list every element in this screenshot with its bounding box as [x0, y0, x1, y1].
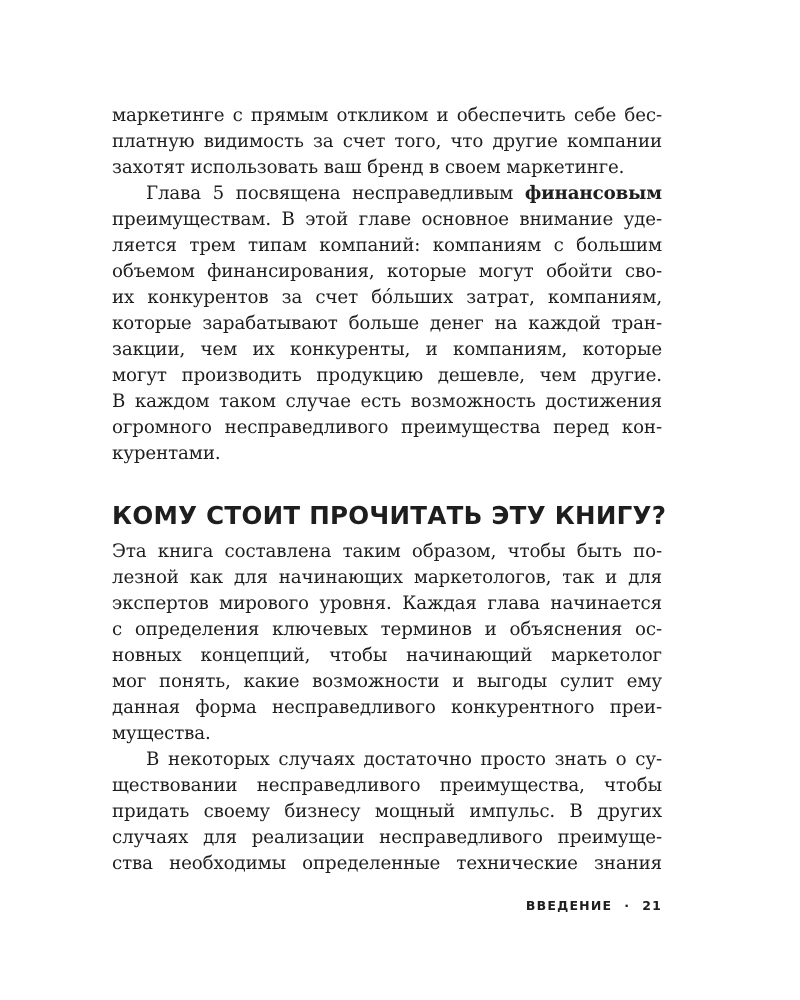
text-line: объемом финансирования, которые могут обойти сво-	[112, 261, 662, 282]
text-line: преимуществам. В этой главе основное внимание уде-	[112, 209, 662, 230]
text-line: курентами.	[112, 443, 221, 464]
text-line: платную видимость за счет того, что другие компании	[112, 131, 662, 152]
text-line: новных концепций, чтобы начинающий маркетолог	[112, 645, 662, 666]
text-line: ства необходимы определенные технические знания	[112, 853, 662, 874]
text-line: случаях для реализации несправедливого преимуще-	[112, 827, 662, 848]
footer-separator: ·	[624, 898, 631, 913]
text-line: Эта книга составлена таким образом, чтобы быть по-	[112, 541, 662, 562]
text-line: В некоторых случаях достаточно просто знать о су-	[146, 749, 662, 770]
text-line: закции, чем их конкуренты, и компаниям, которые	[112, 339, 662, 360]
text-line: лезной как для начинающих маркетологов, так и для	[112, 567, 662, 588]
bold-term: финансовым	[524, 183, 662, 204]
text-line	[146, 182, 662, 206]
text-line: маркетинге с прямым откликом и обеспечить себе бес-	[112, 105, 662, 126]
text-line: могут производить продукцию дешевле, чем другие.	[112, 365, 662, 386]
page-footer	[526, 896, 662, 916]
footer-section-title: ВВЕДЕНИЕ	[525, 898, 613, 913]
text-line: которые зарабатывают больше денег на каждой тран-	[112, 313, 662, 334]
text-line: мущества.	[112, 723, 211, 744]
text-line: захотят использовать ваш бренд в своем маркетинге.	[112, 157, 625, 178]
text-line: ществовании несправедливого преимущества, чтобы	[112, 775, 662, 796]
text-line: огромного несправедливого преимущества перед кон-	[112, 417, 662, 438]
text-span: Глава 5 посвящена несправедливым	[146, 183, 525, 204]
section-heading: КОМУ СТОИТ ПРОЧИТАТЬ ЭТУ КНИГУ?	[112, 501, 667, 530]
text-line: данная форма несправедливого конкурентного преи-	[112, 697, 662, 718]
text-line: ляется трем типам компаний: компаниям с большим	[112, 235, 662, 256]
text-line: мог понять, какие возможности и выгоды сулит ему	[112, 671, 662, 692]
text-line: В каждом таком случае есть возможность достижения	[112, 391, 662, 412]
text-line: экспертов мирового уровня. Каждая глава начинается	[112, 593, 662, 614]
text-line: с определения ключевых терминов и объяснения ос-	[112, 619, 662, 640]
text-line: их конкурентов за счет бóльших затрат, компаниям,	[112, 287, 662, 308]
text-line: придать своему бизнесу мощный импульс. В других	[112, 801, 662, 822]
page-number: 21	[642, 898, 662, 913]
